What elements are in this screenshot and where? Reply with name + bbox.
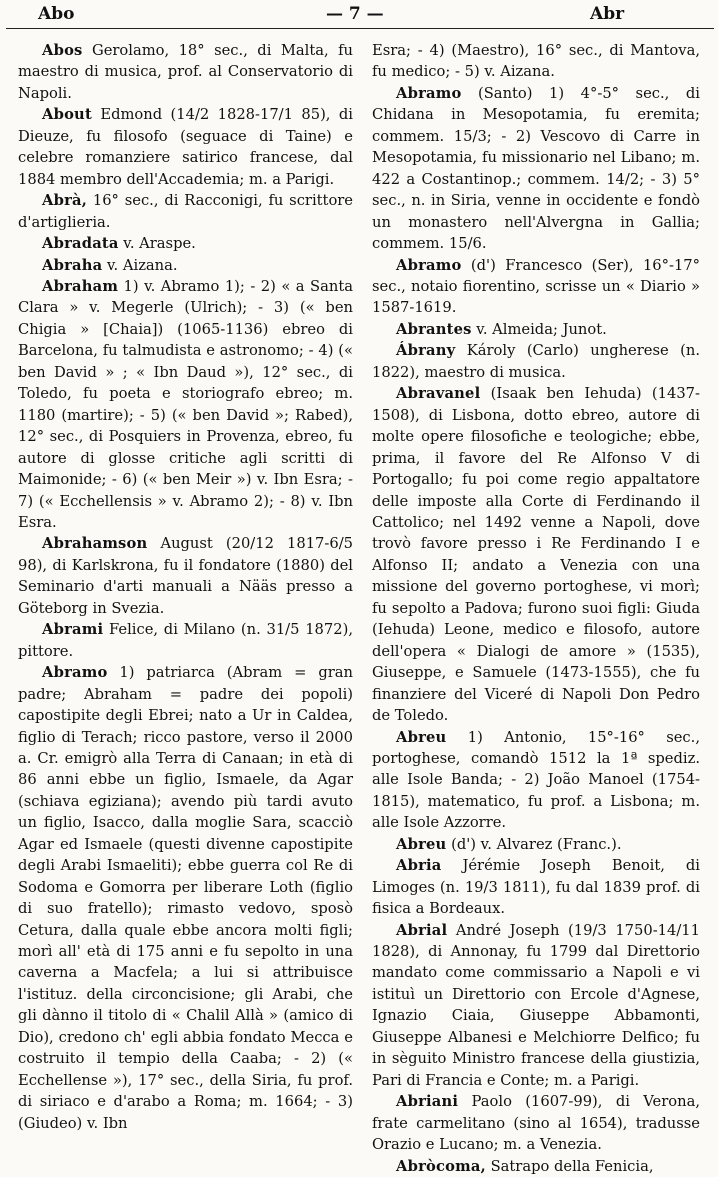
entry-text: (d') v. Alvarez (Franc.). xyxy=(446,835,622,853)
entry-text: 1) patriarca (Abram = gran padre; Abraham = padre dei popoli) capostipite degli Ebrei; nato a Ur in Caldea, figlio di Terach; ricco pastore, verso il 2000 a. Cr. emigrò alla Terra di Canaan; in età di 86 anni ebbe un figlio, Ismaele, da Agar (schiava egiziana); avendo più tardi avuto un figlio, Isacco, dalla moglie Sara, scacciò Agar ed Ismaele (questi divenne capostipite degli Arabi Ismaeliti); ebbe guerra col Re di Sodoma e Gomorra per liberare Loth (figlio di suo fratello); rimasto vedovo, sposò Cetura, dalla quale ebbe ancora molti figli; morì all' età di 175 anni e fu sepolto in una caverna a Macfela; a lui si attribuisce l'istituz. della circoncisione; gli Arabi, che gli dànno il titolo di « Chalil Allà » (amico di Dio), credono ch' egli abbia fondato Mecca e costruito il tempio della Caaba; - 2) (« Ecchellense »), 17° sec., della Siria, fu prof. di siriaco e d'arabo a Roma; m. 1664; - 3) (Giudeo) v. Ibn xyxy=(18,664,353,1132)
entry-headword: Abrahamson xyxy=(42,535,148,553)
entry-text: August (20/12 1817-6/5 98), di Karlskrona, fu il fondatore (1880) del Seminario d'arti manuali a Nääs presso a Göteborg in Svezia. xyxy=(18,535,353,617)
header-rule xyxy=(6,28,714,29)
entry-text: Edmond (14/2 1828-17/1 85), di Dieuze, fu filosofo (seguace di Taine) e celebre romanziere satirico francese, dal 1884 membro dell'Accademia; m. a Parigi. xyxy=(18,106,353,188)
entry-headword: Abraha xyxy=(42,256,103,274)
entry-headword: Abriani xyxy=(396,1093,459,1111)
header-right-guideword: Abr xyxy=(590,4,625,24)
entry-text: Esra; - 4) (Maestro), 16° sec., di Mantova, fu medico; - 5) v. Aizana. xyxy=(372,42,700,81)
dictionary-entry xyxy=(18,104,353,190)
dictionary-entry xyxy=(18,533,353,619)
dictionary-entry xyxy=(18,276,353,533)
entry-headword: Abrà, xyxy=(42,192,88,210)
header-left-guideword: Abo xyxy=(38,4,75,24)
entry-headword: Abramo xyxy=(42,664,108,682)
dictionary-entry xyxy=(18,233,353,254)
entry-headword: Abreu xyxy=(396,835,447,853)
entry-text: Paolo (1607-99), di Verona, frate carmelitano (sino al 1654), tradusse Orazio e Lucano; m. a Venezia. xyxy=(372,1093,700,1154)
entry-text: Gerolamo, 18° sec., di Malta, fu maestro di musica, prof. al Conservatorio di Napoli. xyxy=(18,42,353,102)
dictionary-entry xyxy=(18,255,353,276)
dictionary-entry xyxy=(372,383,700,726)
entry-headword: Abrantes xyxy=(396,320,472,338)
right-column xyxy=(372,40,700,1177)
entry-headword: Abos xyxy=(42,42,83,59)
dictionary-entry xyxy=(372,727,700,834)
entry-text: Károly (Carlo) ungherese (n. 1822), maestro di musica. xyxy=(372,342,700,381)
dictionary-entry xyxy=(372,1091,700,1155)
entry-headword: Abrial xyxy=(396,921,448,939)
entry-text: (Santo) 1) 4°-5° sec., di Chidana in Mesopotamia, fu eremita; commem. 15/3; - 2) Vescovo di Carre in Mesopotamia, fu missionario nel Libano; m. 422 a Costantinop.; commem. 14/2; - 3) 5° sec., n. in Siria, venne in occidente e fondò un monastero nell'Alvergna in Gallia; commem. 15/6. xyxy=(372,84,700,253)
entry-headword: Abraham xyxy=(42,277,119,295)
page-header xyxy=(0,4,718,28)
entry-text: 16° sec., di Racconigi, fu scrittore d'artiglieria. xyxy=(18,192,353,231)
entry-text: (Isaak ben Iehuda) (1437-1508), di Lisbona, dotto ebreo, autore di molte opere filosofiche e teologiche; ebbe, prima, il favore del Re Alfonso V di Portogallo; fu poi come regio appaltatore delle imposte alla Corte di Ferdinando il Cattolico; nel 1492 venne a Napoli, dove trovò favore presso i Re Ferdinando I e Alfonso II; andato a Venezia con una missione del governo portoghese, vi morì; fu sepolto a Padova; furono suoi figli: Giuda (Iehuda) Leone, medico e filosofo, autore dell'opera « Dialogi de amore » (1535), Giuseppe, e Samuele (1473-1555), che fu finanziere del Viceré di Napoli Don Pedro de Toledo. xyxy=(372,385,700,725)
dictionary-entry xyxy=(372,855,700,919)
entry-text: Jérémie Joseph Benoit, di Limoges (n. 19/3 1811), fu dal 1839 prof. di fisica a Bordeaux. xyxy=(372,857,700,918)
dictionary-entry xyxy=(18,190,353,233)
entry-headword: Ábrany xyxy=(396,342,456,360)
entry-text: (d') Francesco (Ser), 16°-17° sec., notaio fiorentino, scrisse un « Diario » 1587-1619. xyxy=(372,256,700,317)
entry-headword: Abrami xyxy=(42,621,104,639)
dictionary-entry xyxy=(18,40,353,104)
entry-text: Satrapo della Fenicia, xyxy=(485,1157,654,1175)
entry-text: v. Aizana. xyxy=(102,256,178,274)
entry-headword: Abròcoma, xyxy=(396,1157,486,1175)
entry-headword: Abreu xyxy=(396,728,447,746)
entry-text: André Joseph (19/3 1750-14/11 1828), di Annonay, fu 1799 dal Direttorio mandato come commissario a Napoli e vi istituì un Direttorio con Ercole d'Agnese, Ignazio Ciaia, Giuseppe Abbamonti, Giuseppe Albanesi e Melchiorre Delfico; fu in sèguito Ministro francese della giustizia, Pari di Francia e Conte; m. a Parigi. xyxy=(372,921,700,1089)
entry-text: 1) Antonio, 15°-16° sec., portoghese, comandò 1512 la 1ª spediz. alle Isole Banda; - 2) João Manoel (1754-1815), matematico, fu prof. a Lisbona; m. alle Isole Azzorre. xyxy=(372,728,700,832)
dictionary-entry xyxy=(18,619,353,662)
dictionary-entry xyxy=(372,83,700,255)
left-column xyxy=(18,40,353,1134)
entry-headword: Abravanel xyxy=(396,385,481,403)
entry-text: Felice, di Milano (n. 31/5 1872), pittore. xyxy=(18,621,353,660)
dictionary-entry xyxy=(18,662,353,1134)
entry-text: 1) v. Abramo 1); - 2) « a Santa Clara » v. Megerle (Ulrich); - 3) (« ben Chigia » [Chaia]) (1065-1136) ebreo di Barcelona, fu talmudista e astronomo; - 4) (« ben David » ; « Ibn Daud »), 12° sec., di Toledo, fu poeta e storiografo ebreo; m. 1180 (martire); - 5) (« ben David »; Rabed), 12° sec., di Posquiers in Provenza, ebreo, fu autore di glosse critiche agli scritti di Maimonide; - 6) (« ben Meir ») v. Ibn Esra; - 7) (« Ecchellensis » v. Abramo 2); - 8) v. Ibn Esra. xyxy=(18,277,353,531)
dictionary-entry xyxy=(372,319,700,340)
entry-headword: Abria xyxy=(396,857,442,875)
dictionary-entry xyxy=(372,834,700,855)
entry-text: v. Araspe. xyxy=(118,235,196,253)
dictionary-entry xyxy=(372,920,700,1092)
dictionary-entry xyxy=(372,255,700,319)
page-number: — 7 — xyxy=(326,4,384,24)
entry-headword: Abradata xyxy=(42,235,119,253)
dictionary-entry xyxy=(372,40,700,83)
dictionary-entry xyxy=(372,1156,700,1177)
entry-text: v. Almeida; Junot. xyxy=(471,320,607,338)
entry-headword: About xyxy=(42,106,92,124)
dictionary-entry xyxy=(372,340,700,383)
entry-headword: Abramo xyxy=(396,84,462,102)
entry-headword: Abramo xyxy=(396,256,462,274)
